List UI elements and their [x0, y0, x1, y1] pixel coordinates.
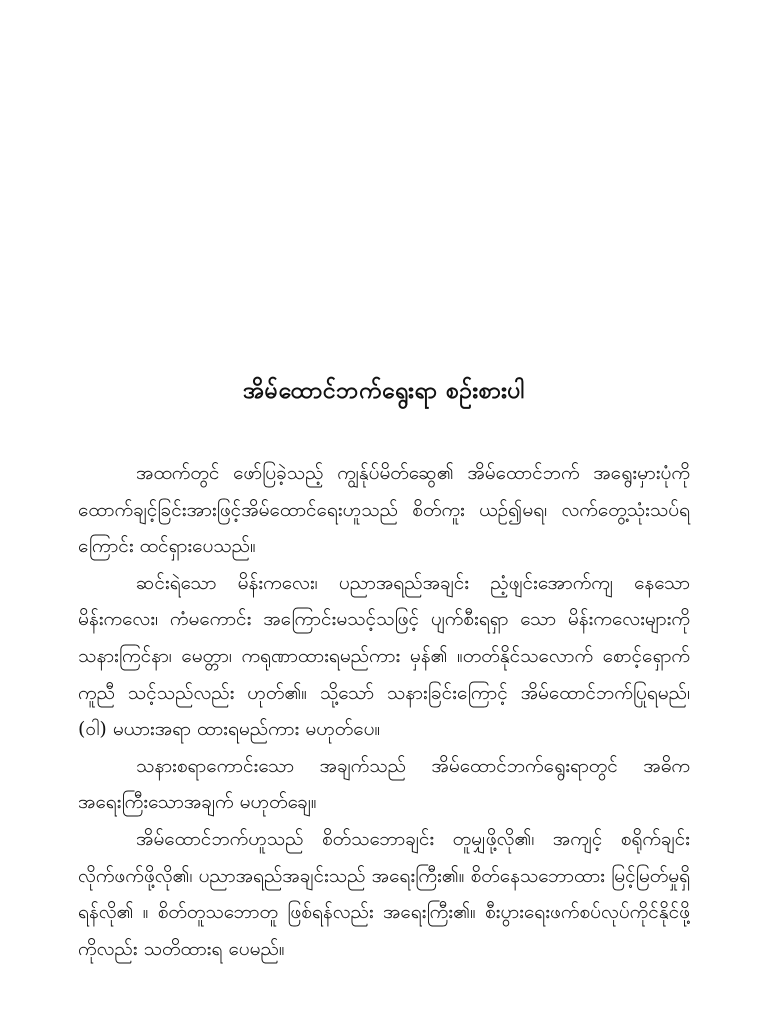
paragraph-3: သနားစရာကောင်းသော အချက်သည် အိမ်ထောင်ဘက်ရွေးရာတွင် အဓိက အရေးကြီးသောအချက် မဟုတ်ချေ။: [78, 754, 690, 814]
paragraph-1: အထက်တွင် ဖော်ပြခဲ့သည့် ကျွန်ုပ်မိတ်ဆွေ၏ အိမ်ထောင်ဘက် အရွေးမှားပုံကို ထောက်ချင့်ခြင်းအားဖြင့်အိမ်ထောင်ရေးဟူသည် စိတ်ကူး ယဉ်၍မရ၊ လက်တွေ့သုံးသပ်ရကြောင်း ထင်ရှားပေသည်။: [78, 462, 690, 558]
paragraph-2: ဆင်းရဲသော မိန်းကလေး၊ ပညာအရည်အချင်း ညံ့ဖျင်းအောက်ကျ နေသော မိန်းကလေး၊ ကံမကောင်း အကြောင်းမသင့်သဖြင့် ပျက်စီးရရှာ သော မိန်းကလေးများကို သနားကြင်နာ၊ မေတ္တာ၊ ကရုဏာထားရမည်ကား မှန်၏ ။တတ်နိုင်သလောက် စောင့်ရှောက်ကူညီ သင့်သည်လည်း ဟုတ်၏။ သို့သော် သနားခြင်းကြောင့် အိမ်ထောင်ဘက်ပြုရမည်၊ (ဝါ) မယားအရာ ထားရမည်ကား မဟုတ်ပေ။: [78, 571, 690, 741]
body-text: [78, 455, 690, 967]
chapter-title: အိမ်ထောင်ဘက်ရွေးရာ စဉ်းစားပါ: [243, 377, 525, 404]
paragraph-4: အိမ်ထောင်ဘက်ဟူသည် စိတ်သဘောချင်း တူမျှဖို့လို၏၊ အကျင့် စရိုက်ချင်း လိုက်ဖက်ဖို့လို၏၊ ပညာအရည်အချင်းသည် အရေးကြီး၏။ စိတ်နေသဘောထား မြင့်မြတ်မှုရှိရန်လို၏ ။ စိတ်တူသဘောတူ ဖြစ်ရန်လည်း အရေးကြီး၏။ စီးပွားရေးဖက်စပ်လုပ်ကိုင်နိုင်ဖို့ကိုလည်း သတိထားရ ပေမည်။: [78, 827, 690, 960]
